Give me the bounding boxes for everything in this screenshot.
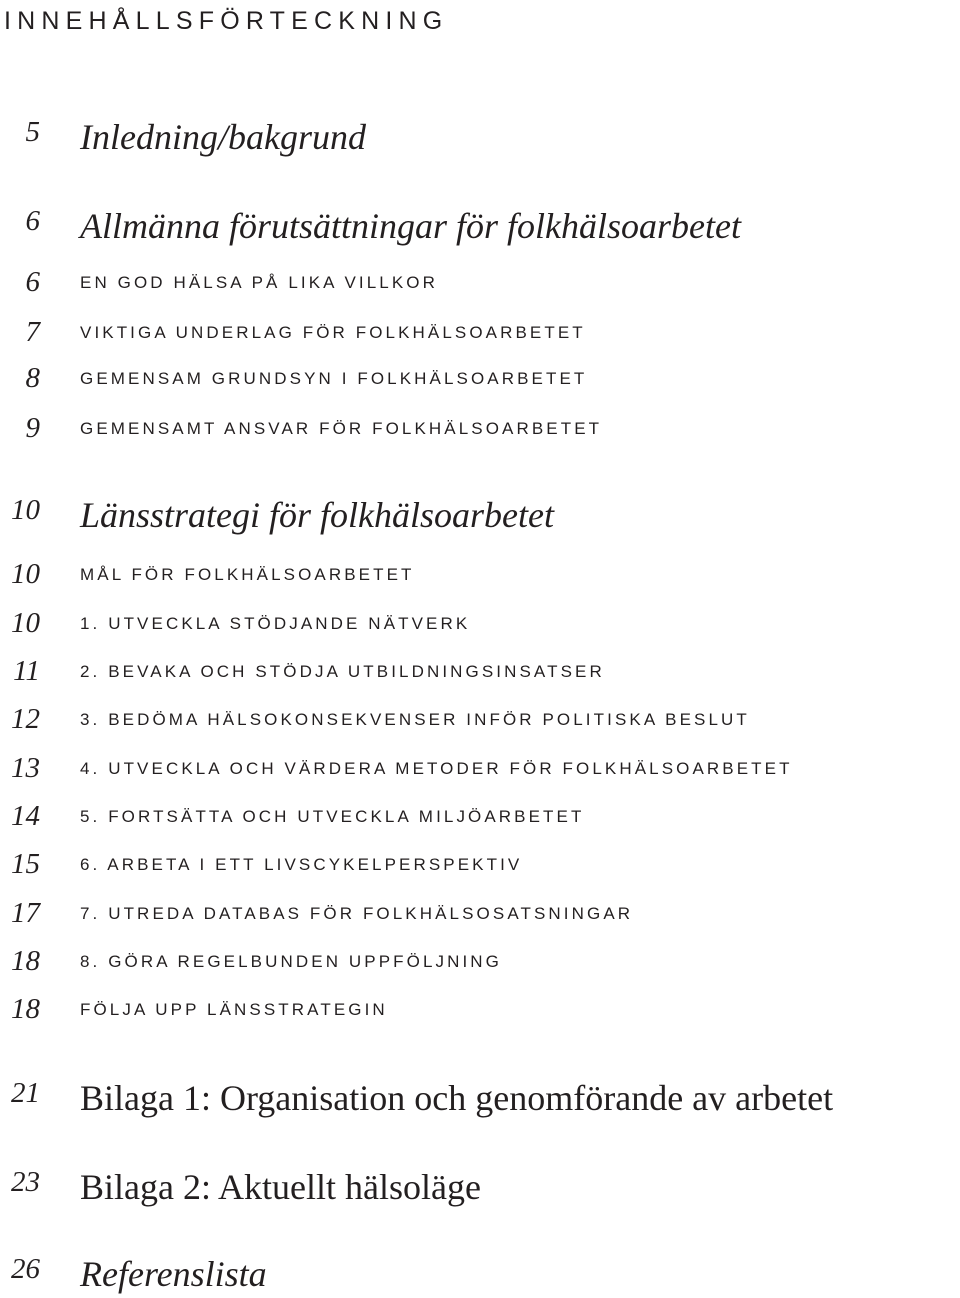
toc-entry-label: 1. UTVECKLA STÖDJANDE NÄTVERK (80, 614, 471, 633)
page-number: 13 (11, 752, 40, 784)
toc-entry-label: 4. UTVECKLA OCH VÄRDERA METODER FÖR FOLKHÄLSOARBETET (80, 759, 793, 778)
toc-entry[interactable] (0, 558, 960, 591)
page-number: 17 (11, 897, 40, 929)
page-number: 10 (11, 607, 40, 639)
toc-entry[interactable] (0, 945, 960, 978)
toc-entry-label: 7. UTREDA DATABAS FÖR FOLKHÄLSOSATSNINGAR (80, 904, 634, 923)
page-number: 5 (25, 116, 40, 148)
page-number: 14 (11, 800, 40, 832)
toc-entry-label: Länsstrategi för folkhälsoarbetet (80, 495, 555, 535)
page-number: 10 (11, 494, 40, 526)
toc-entry[interactable] (0, 494, 960, 535)
toc-entry[interactable] (0, 116, 960, 157)
toc-entry-label: 2. BEVAKA OCH STÖDJA UTBILDNINGSINSATSER (80, 662, 605, 681)
toc-entry[interactable] (0, 1077, 960, 1118)
page-number: 6 (25, 205, 40, 237)
toc-entry-label: GEMENSAMT ANSVAR FÖR FOLKHÄLSOARBETET (80, 419, 603, 438)
toc-entry-label: 8. GÖRA REGELBUNDEN UPPFÖLJNING (80, 952, 503, 971)
toc-entry[interactable] (0, 412, 960, 445)
toc-entry-label: Referenslista (80, 1254, 267, 1294)
page-number: 18 (11, 993, 40, 1025)
toc-entry[interactable] (0, 607, 960, 640)
toc-entry-label: Bilaga 1: Organisation och genomförande av arbetet (80, 1078, 834, 1118)
page-number: 23 (11, 1166, 40, 1198)
page-number: 8 (25, 362, 40, 394)
page-number: 10 (11, 558, 40, 590)
toc-entry-label: 6. ARBETA I ETT LIVSCYKELPERSPEKTIV (80, 855, 523, 874)
toc-entry-label: EN GOD HÄLSA PÅ LIKA VILLKOR (80, 273, 438, 292)
toc-entry-label: GEMENSAM GRUNDSYN I FOLKHÄLSOARBETET (80, 369, 588, 388)
toc-entry[interactable] (0, 1253, 960, 1294)
page-number: 18 (11, 945, 40, 977)
toc-entry[interactable] (0, 1166, 960, 1207)
toc-entry[interactable] (0, 800, 960, 833)
page-number: 26 (11, 1253, 40, 1285)
toc-entry[interactable] (0, 362, 960, 395)
toc-entry-label: Inledning/bakgrund (80, 117, 366, 157)
page-number: 7 (25, 316, 40, 348)
page-number: 9 (25, 412, 40, 444)
page-title: INNEHÅLLSFÖRTECKNING (4, 7, 449, 35)
page-number: 21 (11, 1077, 40, 1109)
toc-entry[interactable] (0, 205, 960, 246)
toc-entry-label: Bilaga 2: Aktuellt hälsoläge (80, 1167, 481, 1207)
toc-entry-label: VIKTIGA UNDERLAG FÖR FOLKHÄLSOARBETET (80, 323, 586, 342)
toc-entry[interactable] (0, 655, 960, 688)
page-number: 11 (13, 655, 40, 687)
toc-entry-label: 5. FORTSÄTTA OCH UTVECKLA MILJÖARBETET (80, 807, 585, 826)
toc-entry[interactable] (0, 993, 960, 1026)
toc-entry-label: 3. BEDÖMA HÄLSOKONSEKVENSER INFÖR POLITISKA BESLUT (80, 710, 750, 729)
toc-entry[interactable] (0, 703, 960, 736)
page-number: 12 (11, 703, 40, 735)
toc-entry[interactable] (0, 752, 960, 785)
toc-entry[interactable] (0, 897, 960, 930)
page-number: 15 (11, 848, 40, 880)
toc-entry[interactable] (0, 848, 960, 881)
toc-entry-label: FÖLJA UPP LÄNSSTRATEGIN (80, 1000, 388, 1019)
toc-entry-label: MÅL FÖR FOLKHÄLSOARBETET (80, 565, 415, 584)
toc-entry[interactable] (0, 316, 960, 349)
page-number: 6 (25, 266, 40, 298)
toc-entry[interactable] (0, 266, 960, 299)
toc-entry-label: Allmänna förutsättningar för folkhälsoarbetet (80, 206, 742, 246)
